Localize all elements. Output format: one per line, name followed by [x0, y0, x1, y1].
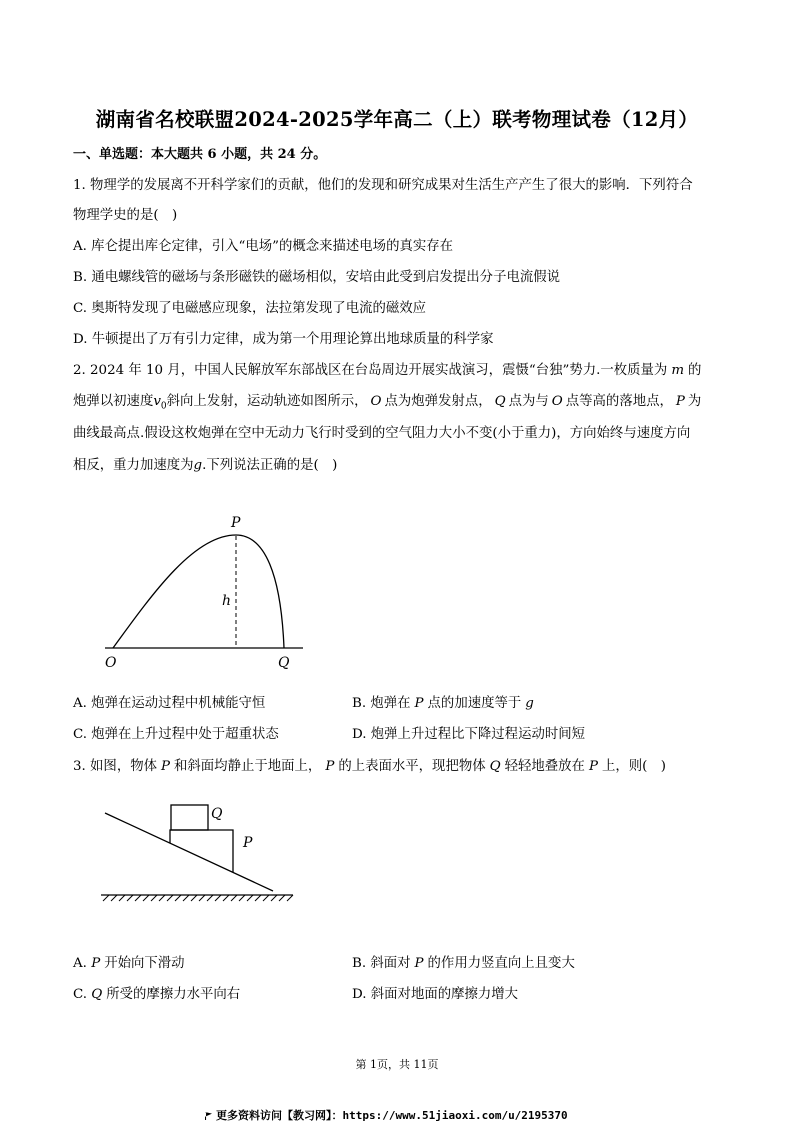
block-p [170, 830, 233, 872]
ground-hatching [103, 895, 293, 901]
fig-label-o: O [105, 655, 117, 671]
q1-option-a: A. 库仑提出库仑定律，引入“电场”的概念来描述电场的真实存在 [73, 239, 454, 254]
page-footer: 第 1页，共 11页 [355, 1058, 439, 1071]
q3-option-b: B. 斜面对 P 的作用力竖直向上且变大 [352, 956, 575, 971]
q2-option-a: A. 炮弹在运动过程中机械能守恒 [73, 696, 266, 711]
q2-option-c: C. 炮弹在上升过程中处于超重状态 [73, 727, 279, 742]
flag-icon [205, 1112, 212, 1120]
fig-label-h: h [222, 593, 232, 609]
q3-option-a: A. P 开始向下滑动 [73, 956, 185, 971]
fig-label-p: P [231, 515, 241, 531]
q3-stem: 3. 如图，物体 P 和斜面均静止于地面上， P 的上表面水平，现把物体 Q 轻轻地叠放在 P 上，则( ) [73, 759, 666, 774]
q3-option-d: D. 斜面对地面的摩擦力增大 [352, 987, 519, 1002]
incline-surface [105, 813, 273, 891]
trajectory-curve [113, 535, 284, 648]
q1-option-b: B. 通电螺线管的磁场与条形磁铁的磁场相似，安培由此受到启发提出分子电流假说 [73, 270, 561, 285]
q1-option-d: D. 牛顿提出了万有引力定律，成为第一个用理论算出地球质量的科学家 [73, 332, 494, 347]
q2-stem-line3: 曲线最高点.假设这枚炮弹在空中无动力飞行时受到的空气阻力大小不变(小于重力)，方向始终与速度方向 [73, 426, 691, 441]
q1-stem-line1: 1. 物理学的发展离不开科学家们的贡献，他们的发现和研究成果对生活生产产生了很大的影响．下列符合 [73, 178, 693, 193]
q2-stem-line2: 炮弹以初速度$v_0$斜向上发射，运动轨迹如图所示， O 点为炮弹发射点， Q 点为与 O 点等高的落地点， P 为 [73, 394, 702, 412]
q2-option-d: D. 炮弹上升过程比下降过程运动时间短 [352, 727, 586, 742]
q3-option-c: C. Q 所受的摩擦力水平向右 [73, 987, 241, 1002]
q2-option-b: B. 炮弹在 P 点的加速度等于 g [352, 696, 534, 711]
q2-stem-line4: 相反，重力加速度为g.下列说法正确的是( ) [73, 458, 338, 473]
fig-label-q3-p: P [243, 835, 253, 851]
q1-stem-line2: 物理学史的是( ) [73, 208, 178, 223]
section-heading: 一、单选题：本大题共 6 小题，共 24 分。 [73, 147, 327, 162]
q1-option-c: C. 奥斯特发现了电磁感应现象，法拉第发现了电流的磁效应 [73, 301, 427, 316]
page-title: 湖南省名校联盟2024-2025学年高二（上）联考物理试卷（12月） [95, 108, 699, 131]
promo-link[interactable]: 更多资料访问【教习网】：https://www.51jiaoxi.com/u/2195370 [205, 1107, 568, 1123]
trajectory-figure [95, 505, 315, 675]
fig-label-q3-q: Q [211, 806, 223, 822]
q2-stem-line1: 2. 2024 年 10 月，中国人民解放军东部战区在台岛周边开展实战演习，震慑“台独”势力.一枚质量为 m 的 [73, 363, 702, 378]
fig-label-q: Q [278, 655, 290, 671]
incline-figure [95, 795, 305, 915]
block-q [171, 805, 208, 830]
